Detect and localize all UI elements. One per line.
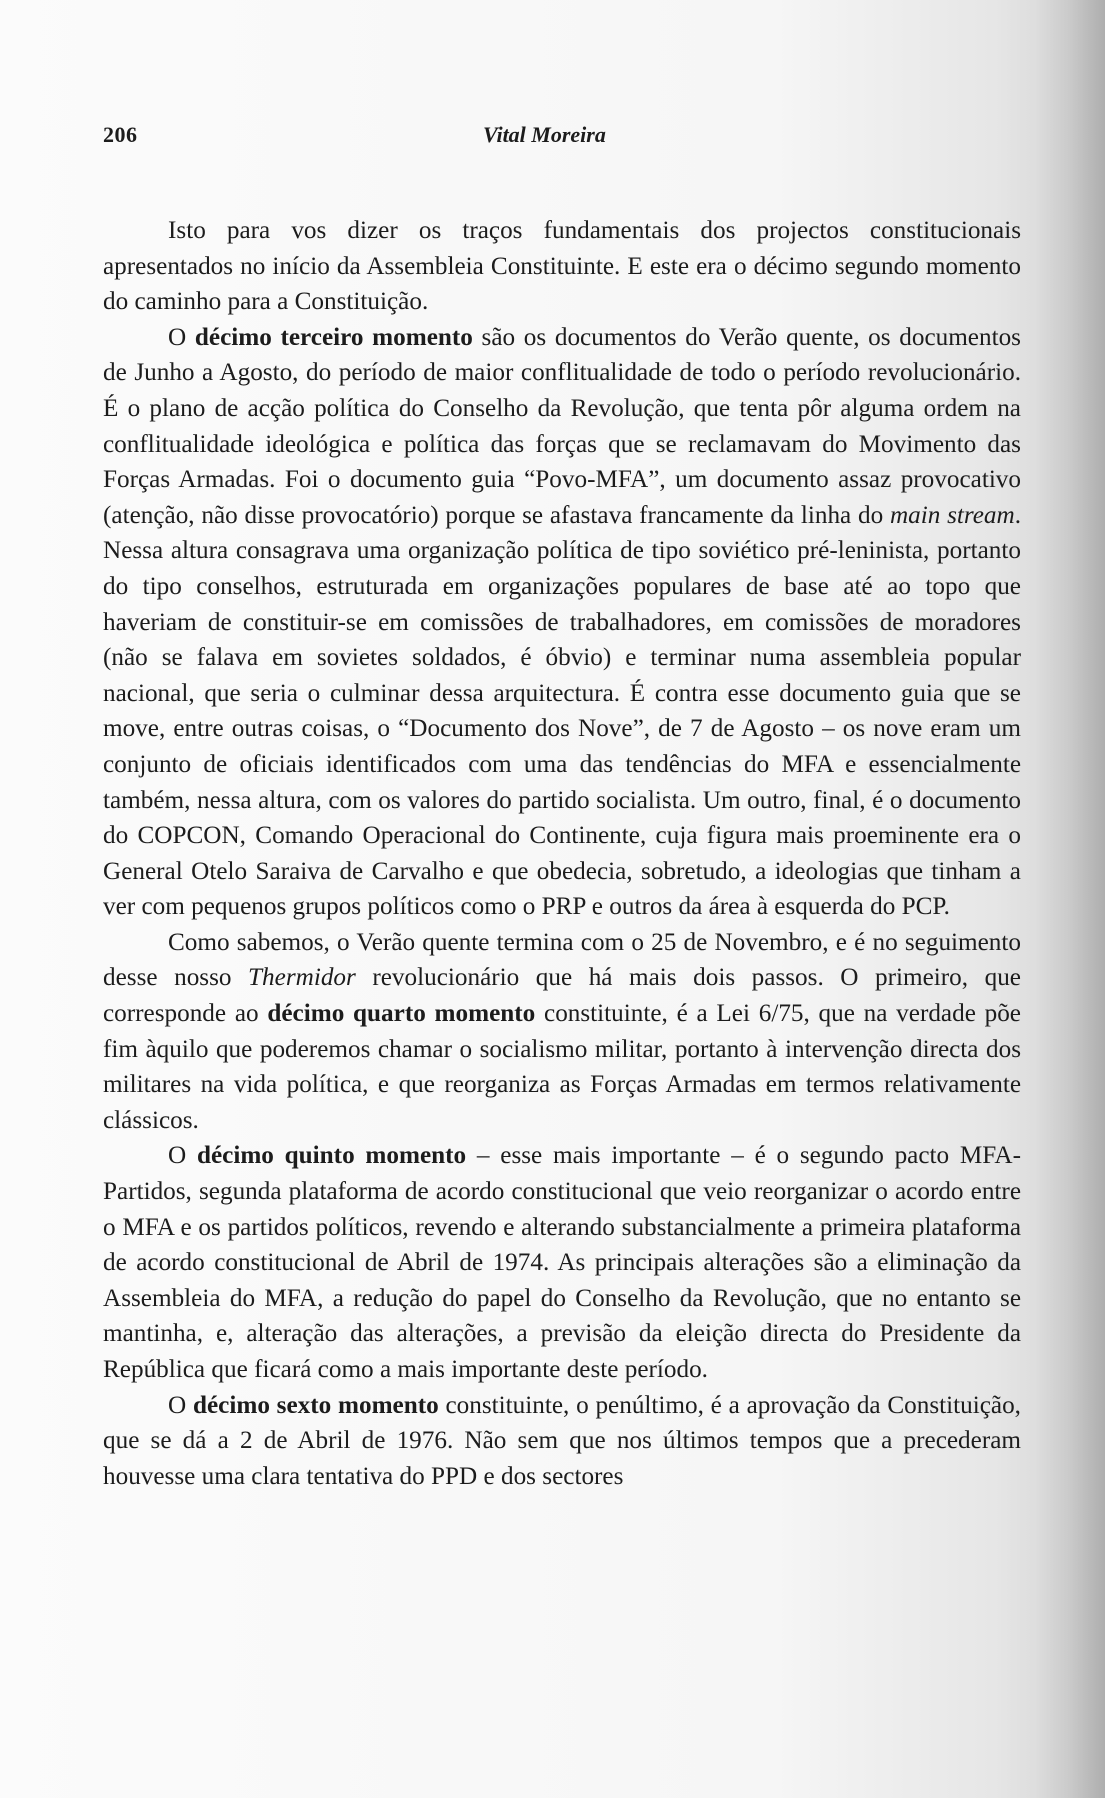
text-run: Como sabemos, o Verão quente termina com o 25 de Novembro, e é no seguimento desse nosso bbox=[103, 928, 1021, 992]
running-title: Vital Moreira bbox=[483, 122, 606, 147]
paragraph bbox=[103, 1388, 1021, 1495]
page-number: 206 bbox=[103, 122, 138, 147]
text-run: são os documentos do Verão quente, os documentos de Junho a Agosto, do período de maior conflitualidade de todo o período revolucionário. É o plano de acção política do Conselho da Revolução, que tenta pôr alguma ordem na conflitualidade ideológica e política das forças que se reclamavam do Movimento das Forças Armadas. Foi o documento guia “Povo-MFA”, um documento assaz provocativo (atenção, não disse provocatório) porque se afastava francamente da linha do bbox=[103, 323, 1021, 529]
italic-term: Thermidor bbox=[248, 964, 356, 992]
bold-term: décimo sexto momento bbox=[192, 1391, 439, 1419]
italic-term: main stream bbox=[889, 501, 1015, 529]
paragraph bbox=[103, 213, 1021, 320]
paragraph bbox=[103, 925, 1021, 1139]
text-run: – esse mais importante – é o segundo pacto MFA-Partidos, segunda plataforma de acordo constitucional que veio reorganizar o acordo entre o MFA e os partidos políticos, revendo e alterando substancialmente a primeira plataforma de acordo constitucional de Abril de 1974. As principais alterações são a eliminação da Assembleia do MFA, a redução do papel do Conselho da Revolução, que no entanto se mantinha, e, alteração das alterações, a previsão da eleição directa do Presidente da República que ficará como a mais importante deste período. bbox=[103, 1142, 1021, 1383]
running-header bbox=[103, 122, 903, 154]
text-run: revolucionário que há mais dois passos. O primeiro, que corresponde ao bbox=[103, 964, 1021, 1028]
body-text bbox=[103, 213, 1021, 1494]
text-run: O bbox=[168, 323, 195, 351]
bold-term: décimo quarto momento bbox=[267, 1000, 536, 1028]
text-run: O bbox=[168, 1391, 193, 1419]
page-gutter-shadow bbox=[1035, 0, 1105, 1798]
bold-term: décimo quinto momento bbox=[196, 1142, 467, 1170]
text-run: . Nessa altura consagrava uma organização política de tipo soviético pré-leninista, portanto do tipo conselhos, estruturada em organizações populares de base até ao topo que haveriam de constituir-se em comissões de trabalhadores, em comissões de moradores (não se falava em sovietes soldados, é óbvio) e terminar numa assembleia popular nacional, que seria o culminar dessa arquitectura. É contra esse documento guia que se move, entre outras coisas, o “Documento dos Nove”, de 7 de Agosto – os nove eram um conjunto de oficiais identificados com uma das tendências do MFA e essencialmente também, nessa altura, com os valores do partido socialista. Um outro, final, é o documento do COPCON, Comando Operacional do Continente, cuja figura mais proeminente era o General Otelo Saraiva de Carvalho e que obedecia, sobretudo, a ideologias que tinham a ver com pequenos grupos políticos como o PRP e outros da área à esquerda do PCP. bbox=[103, 501, 1021, 921]
text-run: constituinte, é a Lei 6/75, que na verdade põe fim àquilo que poderemos chamar o socialismo militar, portanto à intervenção directa dos militares na vida política, e que reorganiza as Forças Armadas em termos relativamente clássicos. bbox=[103, 1000, 1021, 1134]
paragraph bbox=[103, 320, 1021, 925]
text-run: constituinte, o penúltimo, é a aprovação da Constituição, que se dá a 2 de Abril de 1976. Não sem que nos últimos tempos que a precederam houvesse uma clara tentativa do PPD e dos sectores bbox=[103, 1391, 1021, 1490]
text-run: Isto para vos dizer os traços fundamentais dos projectos constitucionais apresentados no início da Assembleia Constituinte. E este era o décimo segundo momento do caminho para a Constituição. bbox=[103, 217, 1021, 316]
paragraph bbox=[103, 1138, 1021, 1387]
bold-term: décimo terceiro momento bbox=[194, 323, 473, 351]
text-run: O bbox=[168, 1142, 197, 1170]
